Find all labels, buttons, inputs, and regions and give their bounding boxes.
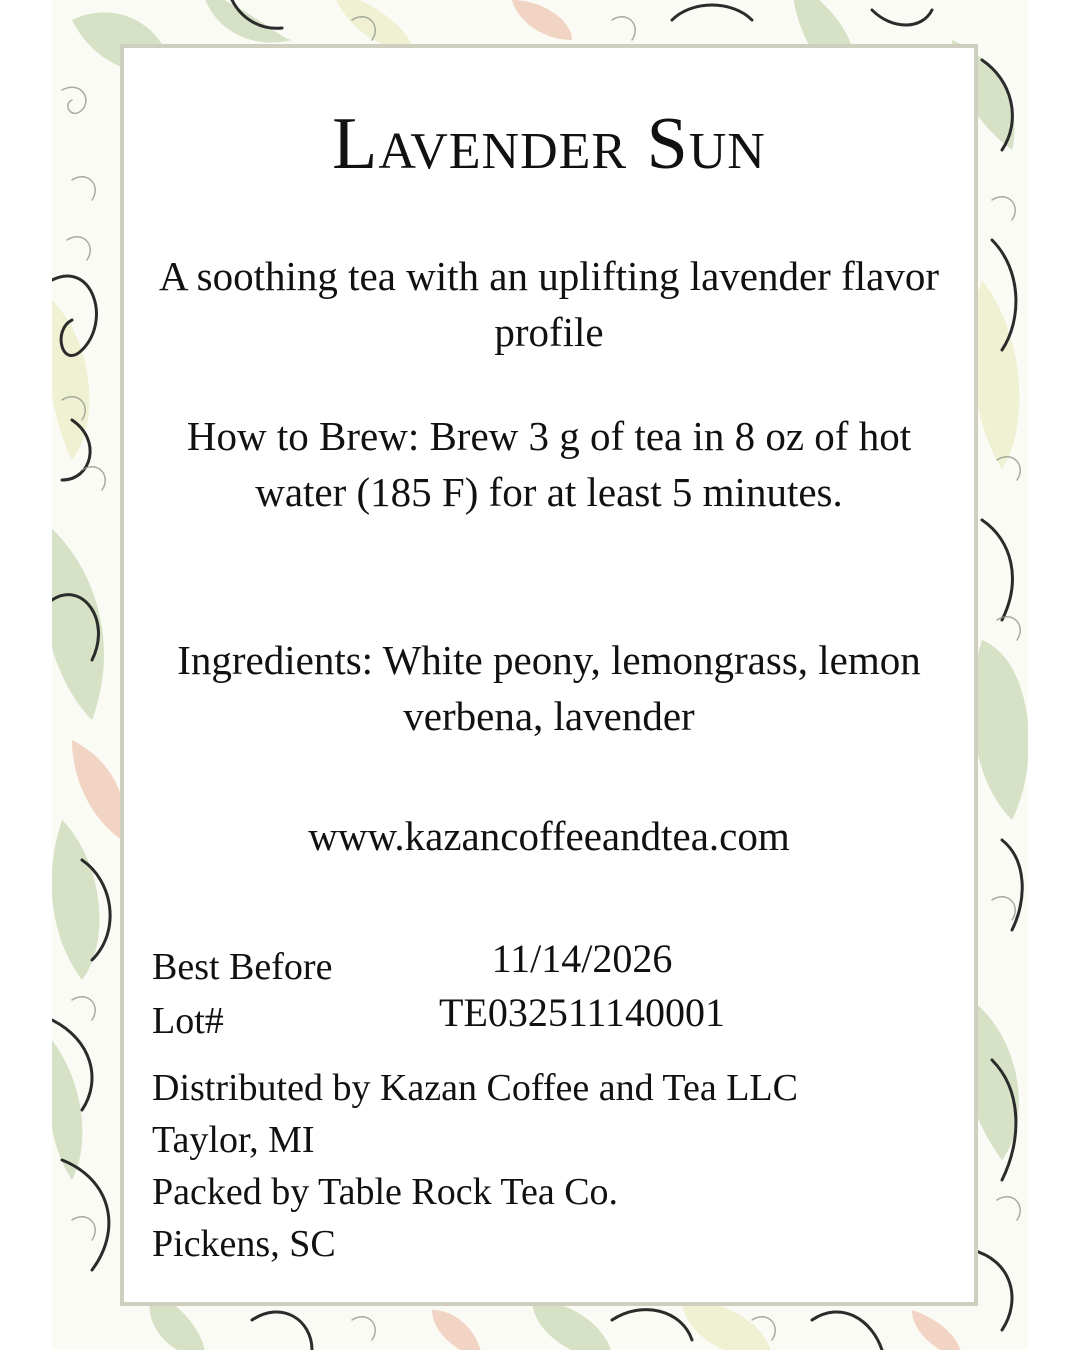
lot-number-label: Lot# [152, 1000, 224, 1042]
brew-instructions: How to Brew: Brew 3 g of tea in 8 oz of hot water (185 F) for at least 5 minutes. [186, 413, 912, 515]
best-before-date: 11/14/2026 [491, 936, 673, 981]
packer-line: Packed by Table Rock Tea Co. [152, 1171, 619, 1213]
product-description: A soothing tea with an uplifting lavender flavor profile [159, 253, 939, 355]
tea-label-card [120, 44, 978, 1306]
website-url: www.kazancoffeeandtea.com [308, 813, 790, 859]
packer-location: Pickens, SC [152, 1223, 336, 1265]
lot-number: TE032511140001 [439, 990, 725, 1035]
ingredients-list: Ingredients: White peony, lemongrass, lemon verbena, lavender [177, 637, 921, 739]
distributor-line: Distributed by Kazan Coffee and Tea LLC [152, 1067, 798, 1109]
product-title: Lavender Sun [332, 103, 766, 185]
distributor-location: Taylor, MI [152, 1119, 315, 1161]
distribution-info [152, 1062, 798, 1270]
best-before-label: Best Before [152, 946, 333, 988]
